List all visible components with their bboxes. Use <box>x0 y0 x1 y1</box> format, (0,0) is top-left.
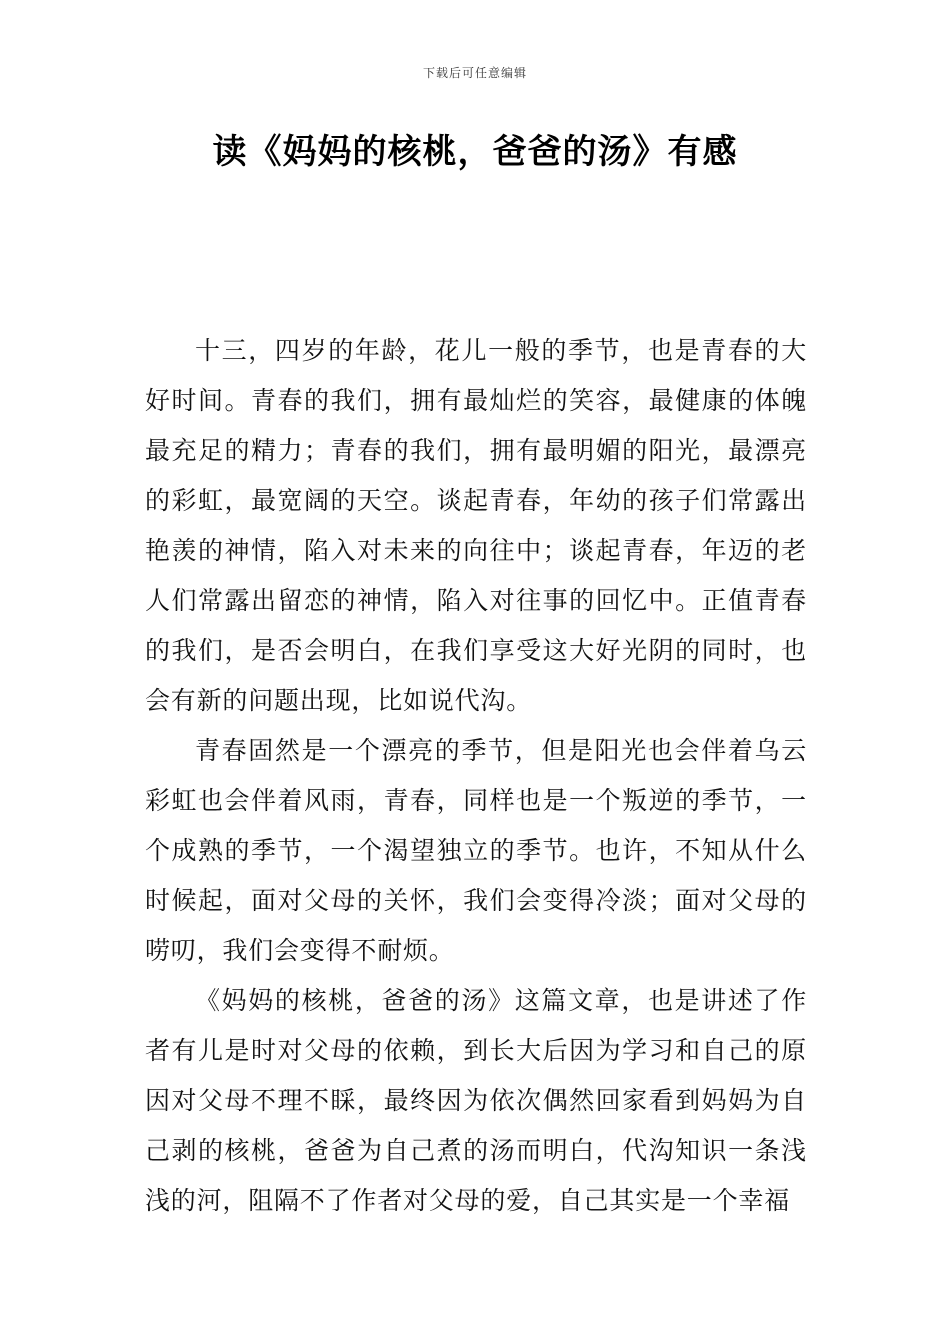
document-body <box>145 326 807 1226</box>
document-title: 读《妈妈的核桃，爸爸的汤》有感 <box>212 132 738 172</box>
paragraph-3: 《妈妈的核桃，爸爸的汤》这篇文章，也是讲述了作者有儿是时对父母的依赖，到长大后因为学习和自己的原因对父母不理不睬，最终因为依次偶然回家看到妈妈为自己剥的核桃，爸爸为自己煮的汤而明白，代沟知识一条浅浅的河，阻隔不了作者对父母的爱，自己其实是一个幸福 <box>145 986 807 1215</box>
paragraph-2: 青春固然是一个漂亮的季节，但是阳光也会伴着乌云彩虹也会伴着风雨，青春，同样也是一个叛逆的季节，一个成熟的季节，一个渴望独立的季节。也许，不知从什么时候起，面对父母的关怀，我们会变得冷淡；面对父母的唠叨，我们会变得不耐烦。 <box>145 736 807 965</box>
header-note: 下载后可任意编辑 <box>422 66 527 80</box>
paragraph-1: 十三，四岁的年龄，花儿一般的季节，也是青春的大好时间。青春的我们，拥有最灿烂的笑容，最健康的体魄最充足的精力；青春的我们，拥有最明媚的阳光，最漂亮的彩虹，最宽阔的天空。谈起青春，年幼的孩子们常露出艳羡的神情，陷入对未来的向往中；谈起青春，年迈的老人们常露出留恋的神情，陷入对往事的回忆中。正值青春的我们，是否会明白，在我们享受这大好光阴的同时，也会有新的问题出现，比如说代沟。 <box>145 336 807 715</box>
